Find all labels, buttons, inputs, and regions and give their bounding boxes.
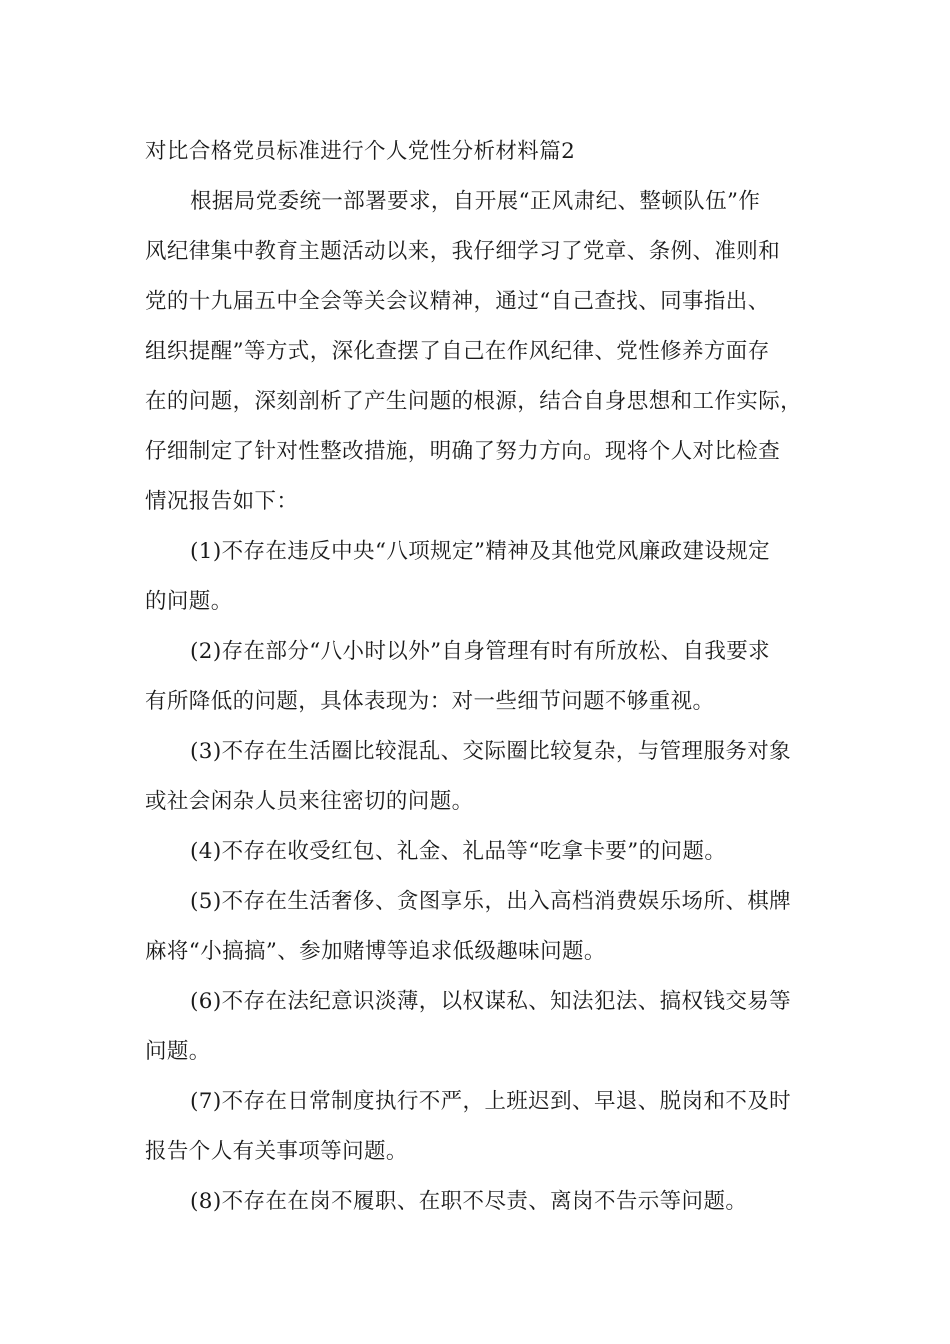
- list-item-line: 报告个人有关事项等问题。: [145, 1139, 408, 1164]
- list-item-line: 麻将“小搞搞”、参加赌博等追求低级趣味问题。: [145, 939, 606, 964]
- list-item-line: (8)不存在在岗不履职、在职不尽责、离岗不告示等问题。: [190, 1189, 748, 1214]
- list-item-line: 的问题。: [145, 589, 233, 614]
- document-title: 对比合格党员标准进行个人党性分析材料篇2: [145, 139, 576, 164]
- paragraph-line: 仔细制定了针对性整改措施，明确了努力方向。现将个人对比检查: [145, 439, 781, 464]
- list-item-line: (2)存在部分“八小时以外”自身管理有时有所放松、自我要求: [190, 639, 771, 664]
- list-item-line: (1)不存在违反中央“八项规定”精神及其他党风廉政建设规定: [190, 539, 771, 564]
- paragraph-line: 情况报告如下：: [145, 489, 299, 514]
- paragraph-line: 党的十九届五中全会等关会议精神，通过“自己查找、同事指出、: [145, 289, 770, 314]
- list-item-line: (6)不存在法纪意识淡薄，以权谋私、知法犯法、搞权钱交易等: [190, 989, 792, 1014]
- list-item-line: 有所降低的问题，具体表现为：对一些细节问题不够重视。: [145, 689, 715, 714]
- list-item-line: 问题。: [145, 1039, 211, 1064]
- paragraph-line: 在的问题，深刻剖析了产生问题的根源，结合自身思想和工作实际，: [145, 389, 803, 414]
- list-item-line: (4)不存在收受红包、礼金、礼品等“吃拿卡要”的问题。: [190, 839, 727, 864]
- list-item-line: (3)不存在生活圈比较混乱、交际圈比较复杂，与管理服务对象: [190, 739, 792, 764]
- list-item-line: (5)不存在生活奢侈、贪图享乐，出入高档消费娱乐场所、棋牌: [190, 889, 792, 914]
- paragraph-line: 组织提醒”等方式，深化查摆了自己在作风纪律、党性修养方面存: [145, 339, 770, 364]
- paragraph-line: 根据局党委统一部署要求，自开展“正风肃纪、整顿队伍”作: [190, 189, 761, 214]
- paragraph-line: 风纪律集中教育主题活动以来，我仔细学习了党章、条例、准则和: [145, 239, 781, 264]
- list-item-line: (7)不存在日常制度执行不严，上班迟到、早退、脱岗和不及时: [190, 1089, 792, 1114]
- list-item-line: 或社会闲杂人员来往密切的问题。: [145, 789, 474, 814]
